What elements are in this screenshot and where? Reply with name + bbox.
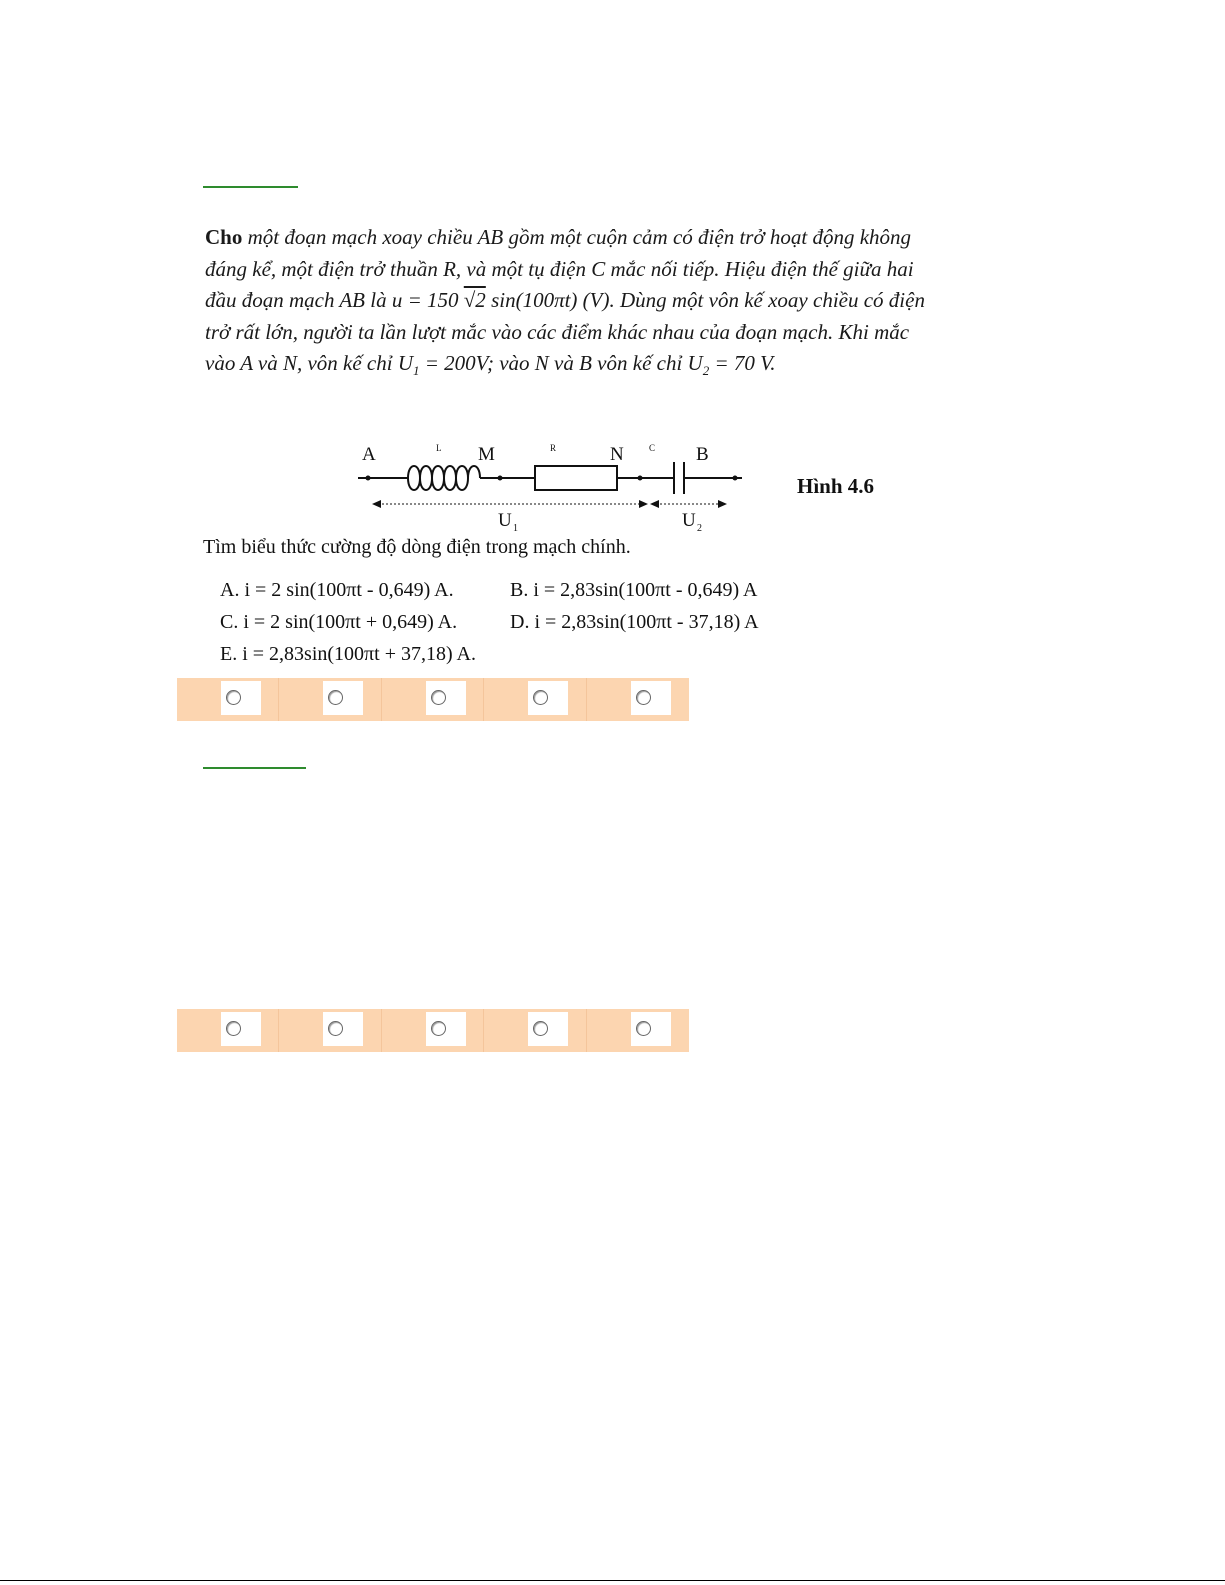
label-M: M <box>478 444 495 465</box>
answer-options <box>220 574 759 670</box>
radio-option-A[interactable] <box>226 1021 241 1036</box>
label-N: N <box>610 444 624 465</box>
label-C: C <box>649 443 656 453</box>
radio-option-E[interactable] <box>636 690 651 705</box>
problem-text: Cho một đoạn mạch xoay chiều AB gồm một cuộn cảm có điện trở hoạt động không đáng kể, một điện trở thuần R, và một tụ điện C mắc nối tiếp. Hiệu điện thế giữa hai đầu đoạn mạch AB là u = 150 √2 sin(100πt) (V). Dùng một vôn kế xoay chiều có điện trở rất lớn, người ta lần lượt mắc vào các điểm khác nhau của đoạn mạch. Khi mắc vào A và N, vôn kế chỉ $U_1 = 200V$; vào N và B vôn kế chỉ $U_2 = 70$ V. <box>205 225 925 379</box>
label-U2-sub: 2 <box>697 523 702 534</box>
inductor-coil <box>408 466 480 490</box>
answer-choice-bar-1 <box>177 678 689 721</box>
answer-A: A. i = 2 sin(100πt - 0,649) A. <box>220 579 454 601</box>
label-B: B <box>696 444 709 465</box>
answer-choice-bar-2 <box>177 1009 689 1052</box>
label-U1: U <box>498 510 512 531</box>
answer-B: B. i = 2,83sin(100πt - 0,649) A <box>510 579 758 601</box>
resistor <box>535 466 617 490</box>
question-1-link[interactable] <box>203 186 298 188</box>
label-U1-sub: 1 <box>513 523 518 534</box>
page-bottom-rule <box>0 1580 1225 1581</box>
radio-option-E[interactable] <box>636 1021 651 1036</box>
label-L: L <box>436 443 442 453</box>
answer-E: E. i = 2,83sin(100πt + 37,18) A. <box>220 643 476 665</box>
radio-option-A[interactable] <box>226 690 241 705</box>
radio-option-D[interactable] <box>533 690 548 705</box>
circuit-diagram <box>350 440 770 535</box>
radio-option-C[interactable] <box>431 690 446 705</box>
label-U2: U <box>682 510 696 531</box>
sqrt-two: √2 <box>463 288 486 312</box>
label-A: A <box>362 444 376 465</box>
radio-option-B[interactable] <box>328 690 343 705</box>
radio-option-C[interactable] <box>431 1021 446 1036</box>
answer-D: D. i = 2,83sin(100πt - 37,18) A <box>510 611 759 633</box>
problem-lead: Cho <box>205 225 243 249</box>
radio-option-B[interactable] <box>328 1021 343 1036</box>
label-R: R <box>550 443 557 453</box>
question-text: Tìm biểu thức cường độ dòng điện trong mạch chính. <box>203 536 631 558</box>
radio-option-D[interactable] <box>533 1021 548 1036</box>
figure-caption: Hình 4.6 <box>797 474 875 498</box>
answer-C: C. i = 2 sin(100πt + 0,649) A. <box>220 611 458 633</box>
question-2-link[interactable] <box>203 767 306 769</box>
